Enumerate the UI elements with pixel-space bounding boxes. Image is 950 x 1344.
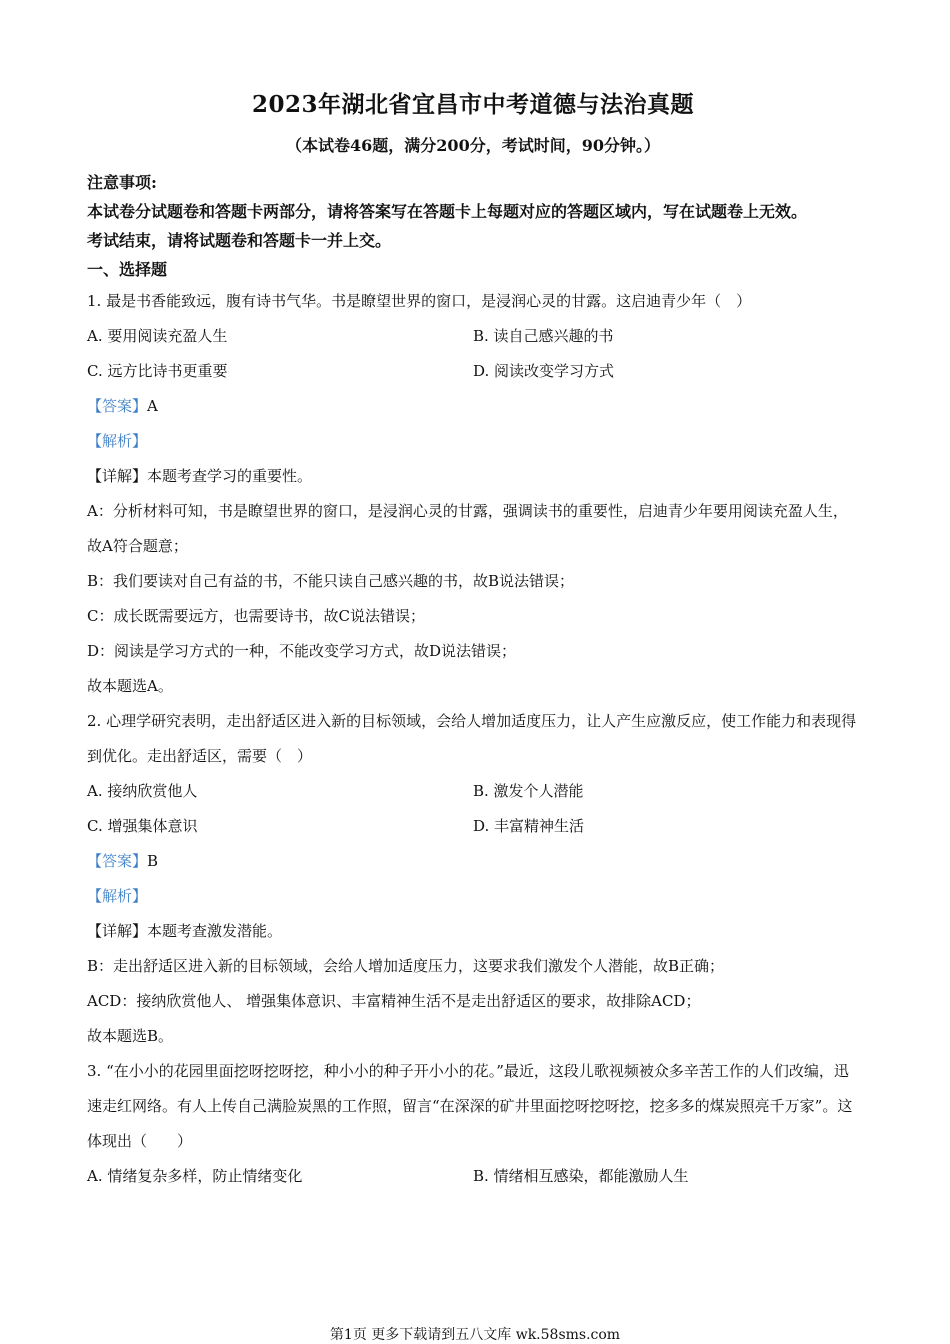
q2-conclusion: 故本题选B。	[87, 1027, 174, 1045]
q2-detail: 【详解】本题考查激发潜能。	[87, 922, 283, 940]
q2-options-row-1	[87, 774, 859, 809]
q2-answer	[87, 844, 859, 879]
q2-option-a: A. 接纳欣赏他人	[87, 782, 198, 800]
q2-stem: 2. 心理学研究表明，走出舒适区进入新的目标领域，会给人增加适度压力，让人产生应激反应，使工作能力和表现得到优化。走出舒适区，需要（ ）	[87, 712, 857, 765]
q1-analysis-label: 【解析】	[87, 432, 148, 450]
q1-option-b: B. 读自己感兴趣的书	[473, 327, 614, 345]
notice-heading: 注意事项:	[87, 173, 157, 192]
answer-label: 【答案】	[87, 397, 148, 415]
section-heading: 一、选择题	[87, 260, 168, 279]
q2-analysis-label: 【解析】	[87, 887, 148, 905]
q1-answer	[87, 389, 859, 424]
notice-2: 考试结束，请将试题卷和答题卡一并上交。	[87, 231, 392, 250]
document-page	[87, 86, 859, 1194]
q1-option-a: A. 要用阅读充盈人生	[87, 327, 228, 345]
q1-explanation-a: A：分析材料可知，书是瞭望世界的窗口，是浸润心灵的甘露，强调读书的重要性，启迪青少年要用阅读充盈人生，故A符合题意；	[87, 502, 848, 555]
q2-option-b: B. 激发个人潜能	[473, 782, 584, 800]
q1-explanation-d: D：阅读是学习方式的一种，不能改变学习方式，故D说法错误；	[87, 642, 517, 660]
q1-detail: 【详解】本题考查学习的重要性。	[87, 467, 313, 485]
q1-conclusion: 故本题选A。	[87, 677, 173, 695]
q1-answer-value: A	[147, 397, 158, 415]
q3-options-row-1	[87, 1159, 859, 1194]
q2-answer-value: B	[147, 852, 159, 870]
q1-explanation-c: C：成长既需要远方，也需要诗书，故C说法错误；	[87, 607, 425, 625]
q1-options-row-1	[87, 319, 859, 354]
q3-option-a: A. 情绪复杂多样，防止情绪变化	[87, 1167, 303, 1185]
q3-option-b: B. 情绪相互感染，都能激励人生	[473, 1167, 689, 1185]
q2-option-c: C. 增强集体意识	[87, 817, 198, 835]
doc-title: 2023年湖北省宜昌市中考道德与法治真题	[251, 91, 694, 118]
answer-label: 【答案】	[87, 852, 148, 870]
q2-explanation-b: B：走出舒适区进入新的目标领域，会给人增加适度压力，这要求我们激发个人潜能，故B正确；	[87, 957, 725, 975]
q2-explanation-acd: ACD：接纳欣赏他人、 增强集体意识、丰富精神生活不是走出舒适区的要求，故排除ACD；	[87, 992, 701, 1010]
q1-options-row-2	[87, 354, 859, 389]
q1-stem: 1. 最是书香能致远，腹有诗书气华。书是瞭望世界的窗口，是浸润心灵的甘露。这启迪青少年（ ）	[87, 292, 752, 310]
q2-option-d: D. 丰富精神生活	[473, 817, 585, 835]
q3-stem: 3. “在小小的花园里面挖呀挖呀挖，种小小的种子开小小的花。”最近，这段儿歌视频被众多辛苦工作的人们改编，迅速走红网络。有人上传自己满脸炭黑的工作照，留言“在深深的矿井里面挖呀挖呀挖，挖多多的煤炭照亮千万家”。这体现出（ ）	[87, 1062, 853, 1150]
q1-explanation-b: B：我们要读对自己有益的书，不能只读自己感兴趣的书，故B说法错误；	[87, 572, 575, 590]
q1-option-c: C. 远方比诗书更重要	[87, 362, 228, 380]
notice-1: 本试卷分试题卷和答题卡两部分，请将答案写在答题卡上每题对应的答题区域内，写在试题卷上无效。	[87, 202, 808, 221]
q2-options-row-2	[87, 809, 859, 844]
page-footer: 第1页 更多下载请到五八文库 wk.58sms.com	[329, 1327, 621, 1343]
q1-option-d: D. 阅读改变学习方式	[473, 362, 615, 380]
doc-subtitle: （本试卷46题，满分200分，考试时间，90分钟。）	[286, 136, 660, 155]
